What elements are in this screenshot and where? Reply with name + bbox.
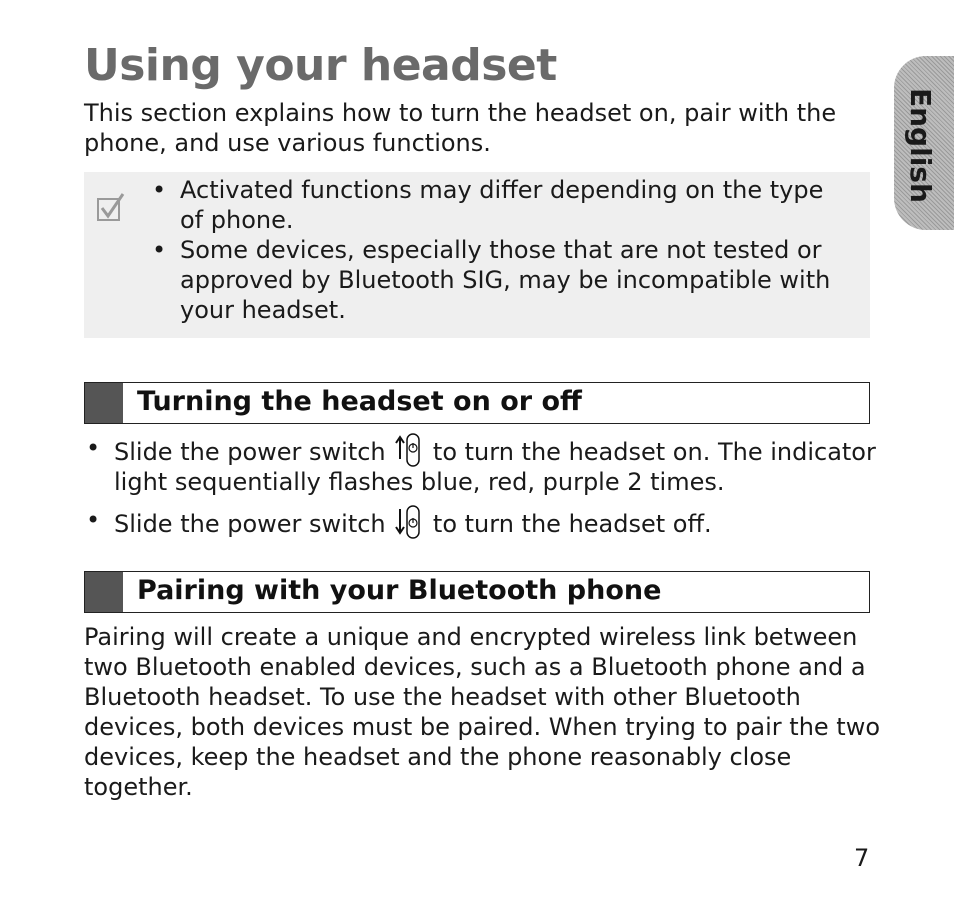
power-bullets	[84, 433, 884, 539]
bullet-text: to turn the headset on. The indicator light sequentially flashes blue, red, purple 2 times.	[114, 438, 876, 496]
page-number: 7	[854, 844, 870, 872]
intro-text: This section explains how to turn the headset on, pair with the phone, and use various functions.	[84, 99, 837, 157]
power-switch-up-icon	[395, 433, 421, 467]
bullet-text: Slide the power switch	[114, 510, 386, 538]
section-title: Turning the headset on or off	[137, 386, 582, 417]
language-tab-label: English	[904, 88, 937, 203]
section-heading-power	[84, 382, 870, 424]
heading-block	[85, 383, 123, 423]
list-item	[84, 505, 884, 539]
power-switch-down-icon	[395, 505, 421, 539]
bullet-text: to turn the headset off.	[432, 510, 712, 538]
checkbox-icon	[96, 192, 126, 222]
pairing-paragraph: Pairing will create a unique and encrypted wireless link between two Bluetooth enabled devices, such as a Bluetooth phone and a Bluetooth headset. To use the headset with other Bluetooth devices, both devices must be paired. When trying to pair the two devices, keep the headset and the phone reasonably close together.	[84, 623, 881, 801]
heading-block	[85, 572, 123, 612]
note-item: • Some devices, especially those that are not tested or approved by Bluetooth SIG, may be incompatible with your headset.	[150, 235, 850, 325]
bullet-text: Slide the power switch	[114, 438, 386, 466]
section-heading-pairing	[84, 571, 870, 613]
page-title: Using your headset	[84, 40, 557, 91]
note-item: • Activated functions may differ depending on the type of phone.	[150, 175, 850, 235]
section-title: Pairing with your Bluetooth phone	[137, 575, 662, 606]
list-item	[84, 433, 884, 497]
note-list	[150, 175, 850, 325]
note-box	[84, 172, 870, 338]
